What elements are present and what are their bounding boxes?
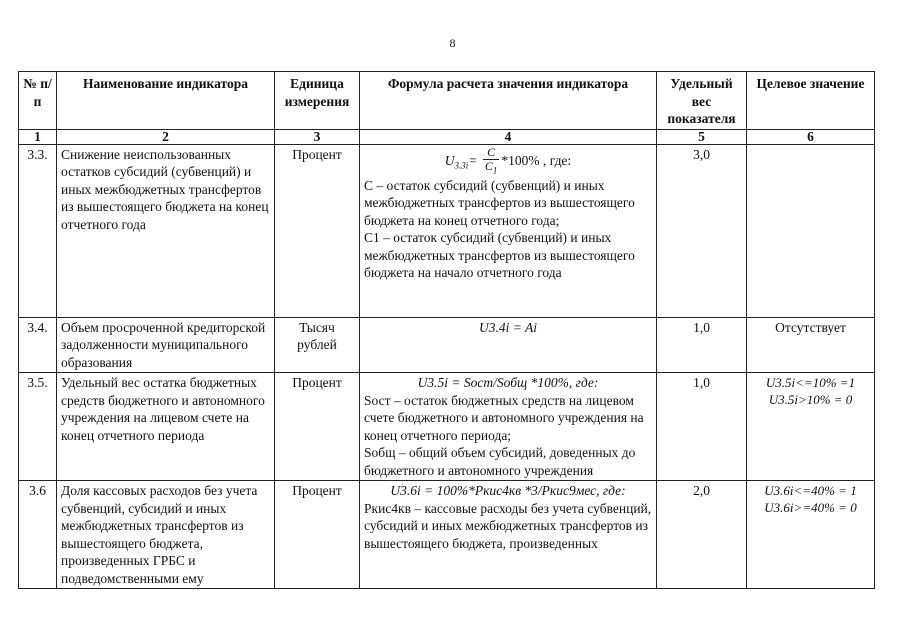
formula-cell: [360, 373, 657, 481]
formula: $U_{3.3i}=$ $\frac{C}{C_1}$ *100% , где:: [444, 144, 572, 175]
row-number: 3.3.: [19, 144, 57, 317]
column-number: 5: [657, 129, 747, 144]
column-number: 6: [747, 129, 875, 144]
indicator-name: Удельный вес остатка бюджетных средств бюджетного и автономного учреждения на лицевом счете на конец отчетного периода: [57, 373, 275, 481]
weight: 1,0: [657, 373, 747, 481]
column-numbering-row: [19, 129, 875, 144]
row-number: 3.6: [19, 481, 57, 589]
header-indicator-name: Наименование индикатора: [57, 72, 275, 130]
formula-cell: [360, 144, 657, 317]
target-condition: U3.5i<=10% =1: [765, 375, 856, 390]
unit: Процент: [275, 481, 360, 589]
page-number: 8: [449, 36, 456, 50]
row-number: 3.5.: [19, 373, 57, 481]
column-number: 3: [275, 129, 360, 144]
fraction: $\frac{C}{C_1}$: [484, 144, 498, 175]
target-value: Отсутствует: [747, 317, 875, 373]
formula: U3.6i = 100%*Pкис4кв *3/Pкис9мес, где:: [390, 483, 626, 498]
target-condition: U3.6i<=40% = 1: [764, 483, 857, 498]
header-formula: Формула расчета значения индикатора: [360, 72, 657, 130]
indicator-name: Объем просроченной кредиторской задолженности муниципального образования: [57, 317, 275, 373]
formula-description: C1 – остаток субсидий (субвенций) и иных межбюджетных трансфертов из вышестоящего бюджета на начало отчетного года: [364, 230, 635, 281]
column-number: 4: [360, 129, 657, 144]
formula-description: Pкис4кв – кассовые расходы без учета субвенций, субсидий и иных межбюджетных трансфертов из вышестоящего бюджета, произведенных: [364, 500, 652, 551]
header-weight: Удельный вес показателя: [657, 72, 747, 130]
formula-description: C – остаток субсидий (субвенций) и иных межбюджетных трансфертов из вышестоящего бюджета на конец отчетного года;: [364, 177, 635, 228]
table-row: [19, 373, 875, 481]
formula: U3.5i = Sост/Sобщ *100%, где:: [417, 375, 599, 390]
target-value: [747, 373, 875, 481]
formula-description: Sобщ – общий объем субсидий, доведенных до бюджетного и автономного учреждения: [364, 445, 636, 478]
header-unit: Единица измерения: [275, 72, 360, 130]
weight: 2,0: [657, 481, 747, 589]
unit: Тысяч рублей: [275, 317, 360, 373]
header-number: № п/п: [19, 72, 57, 130]
indicators-table: [18, 71, 875, 589]
weight: 1,0: [657, 317, 747, 373]
formula-cell: [360, 481, 657, 589]
indicator-name: Снижение неиспользованных остатков субсидий (субвенций) и иных межбюджетных трансфертов из вышестоящего бюджета на конец отчетного года: [57, 144, 275, 317]
table-header-row: [19, 72, 875, 130]
target-condition: U3.6i>=40% = 0: [764, 500, 857, 515]
table-row: [19, 317, 875, 373]
target-condition: U3.5i>10% = 0: [768, 392, 853, 407]
formula: U3.4i = Ai: [479, 319, 537, 335]
table-row: [19, 481, 875, 589]
row-number: 3.4.: [19, 317, 57, 373]
indicator-name: Доля кассовых расходов без учета субвенций, субсидий и иных межбюджетных трансфертов из вышестоящего бюджета, произведенных ГРБС и подведомственными ему: [57, 481, 275, 589]
formula-description: Sост – остаток бюджетных средств на лицевом счете бюджетного и автономного учреждения на конец отчетного периода;: [364, 392, 644, 443]
column-number: 1: [19, 129, 57, 144]
weight: 3,0: [657, 144, 747, 317]
target-value: [747, 481, 875, 589]
unit: Процент: [275, 373, 360, 481]
header-target: Целевое значение: [747, 72, 875, 130]
table-row: [19, 144, 875, 317]
target-value: [747, 144, 875, 317]
formula-cell: [360, 317, 657, 373]
unit: Процент: [275, 144, 360, 317]
column-number: 2: [57, 129, 275, 144]
